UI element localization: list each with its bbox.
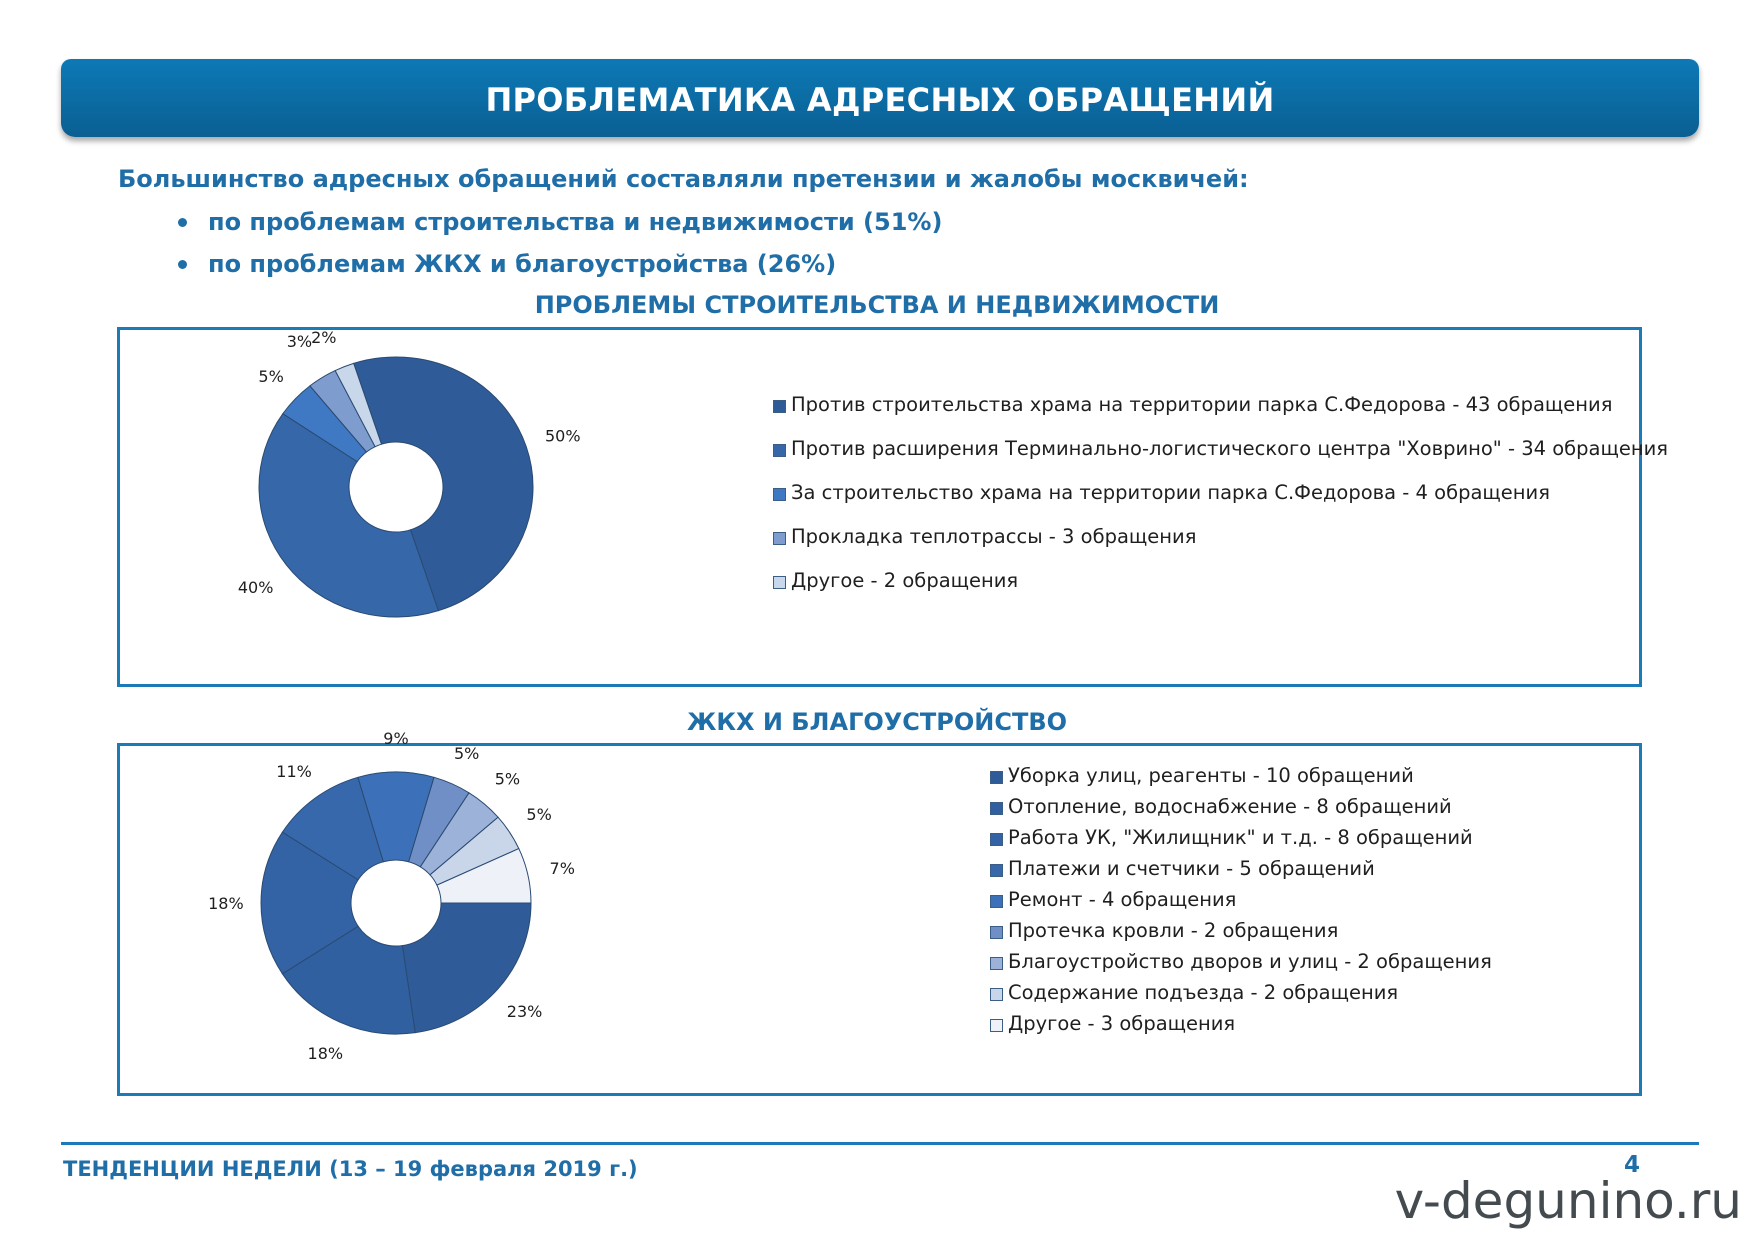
legend-item-3 <box>773 525 1668 569</box>
data-label-6: 5% <box>494 769 521 789</box>
legend-label-4: Другое - 2 обращения <box>791 569 1019 592</box>
legend-label-1: Против расширения Терминально-логистического центра "Ховрино" - 34 обращения <box>791 437 1669 460</box>
legend-label-3: Платежи и счетчики - 5 обращений <box>1008 857 1375 880</box>
watermark: v-degunino.ru <box>1394 1172 1742 1230</box>
data-label-2: 5% <box>258 367 284 387</box>
page-number: 4 <box>1623 1152 1640 1178</box>
legend-label-3: Прокладка теплотрассы - 3 обращения <box>791 525 1197 548</box>
legend-item-8 <box>990 1012 1492 1043</box>
data-label-7: 5% <box>526 804 552 824</box>
legend-swatch-3 <box>990 864 1003 877</box>
footer-divider <box>61 1142 1699 1145</box>
legend-label-1: Отопление, водоснабжение - 8 обращений <box>1008 795 1452 818</box>
legend-item-2 <box>990 826 1492 857</box>
legend-swatch-8 <box>990 1019 1003 1032</box>
legend-label-0: Уборка улиц, реагенты - 10 обращений <box>1008 764 1414 787</box>
legend-label-5: Протечка кровли - 2 обращения <box>1008 919 1339 942</box>
title-banner <box>61 59 1699 137</box>
data-label-5: 5% <box>453 743 480 763</box>
data-label-3: 11% <box>276 761 312 781</box>
data-label-8: 7% <box>549 858 575 878</box>
legend-item-4 <box>990 888 1492 919</box>
legend-item-4 <box>773 569 1668 613</box>
page-title: ПРОБЛЕМАТИКА АДРЕСНЫХ ОБРАЩЕНИЙ <box>485 81 1275 119</box>
legend-label-2: Работа УК, "Жилищник" и т.д. - 8 обращений <box>1008 826 1473 849</box>
construction-chart-panel <box>117 327 1669 687</box>
legend-item-2 <box>773 481 1668 525</box>
legend-swatch-2 <box>990 833 1003 846</box>
legend-swatch-5 <box>990 926 1003 939</box>
legend-item-3 <box>990 857 1492 888</box>
legend-swatch-7 <box>990 988 1003 1001</box>
legend-label-7: Содержание подъезда - 2 обращения <box>1008 981 1399 1004</box>
legend-item-0 <box>990 764 1492 795</box>
data-label-0: 50% <box>544 426 581 446</box>
legend-label-8: Другое - 3 обращения <box>1008 1012 1236 1035</box>
legend-swatch-4 <box>773 576 786 589</box>
legend-swatch-2 <box>773 488 786 501</box>
legend-item-1 <box>773 437 1668 481</box>
intro-text: Большинство адресных обращений составляли претензии и жалобы москвичей: <box>118 165 1249 193</box>
housing-section-title: ЖКХ И БЛАГОУСТРОЙСТВО <box>686 708 1068 736</box>
bullet-housing: по проблемам ЖКХ и благоустройства (26%) <box>178 249 942 291</box>
legend-label-6: Благоустройство дворов и улиц - 2 обращения <box>1008 950 1492 973</box>
construction-legend <box>773 393 1668 613</box>
legend-swatch-1 <box>773 444 786 457</box>
legend-label-2: За строительство храма на территории парка С.Федорова - 4 обращения <box>791 481 1550 504</box>
data-label-4: 9% <box>383 728 409 748</box>
data-label-1: 18% <box>307 1044 344 1064</box>
legend-swatch-3 <box>773 532 786 545</box>
legend-swatch-0 <box>990 771 1003 784</box>
footer-text: ТЕНДЕНЦИИ НЕДЕЛИ (13 – 19 февраля 2019 г.) <box>63 1157 638 1181</box>
legend-item-5 <box>990 919 1492 950</box>
legend-item-6 <box>990 950 1492 981</box>
data-label-0: 23% <box>506 1002 543 1022</box>
legend-label-4: Ремонт - 4 обращения <box>1008 888 1237 911</box>
data-label-3: 3% <box>286 331 313 351</box>
legend-item-1 <box>990 795 1492 826</box>
housing-chart-panel <box>117 728 1642 1096</box>
intro-bullets <box>178 207 942 291</box>
data-label-1: 40% <box>237 577 274 597</box>
construction-section-title: ПРОБЛЕМЫ СТРОИТЕЛЬСТВА И НЕДВИЖИМОСТИ <box>534 291 1220 319</box>
housing-legend <box>990 764 1492 1043</box>
legend-item-7 <box>990 981 1492 1012</box>
legend-swatch-1 <box>990 802 1003 815</box>
legend-label-0: Против строительства храма на территории парка С.Федорова - 43 обращения <box>791 393 1613 416</box>
legend-swatch-6 <box>990 957 1003 970</box>
legend-swatch-4 <box>990 895 1003 908</box>
legend-item-0 <box>773 393 1668 437</box>
legend-swatch-0 <box>773 400 786 413</box>
data-label-4: 2% <box>311 327 337 347</box>
data-label-2: 18% <box>208 894 244 913</box>
bullet-construction: по проблемам строительства и недвижимости (51%) <box>178 207 942 249</box>
